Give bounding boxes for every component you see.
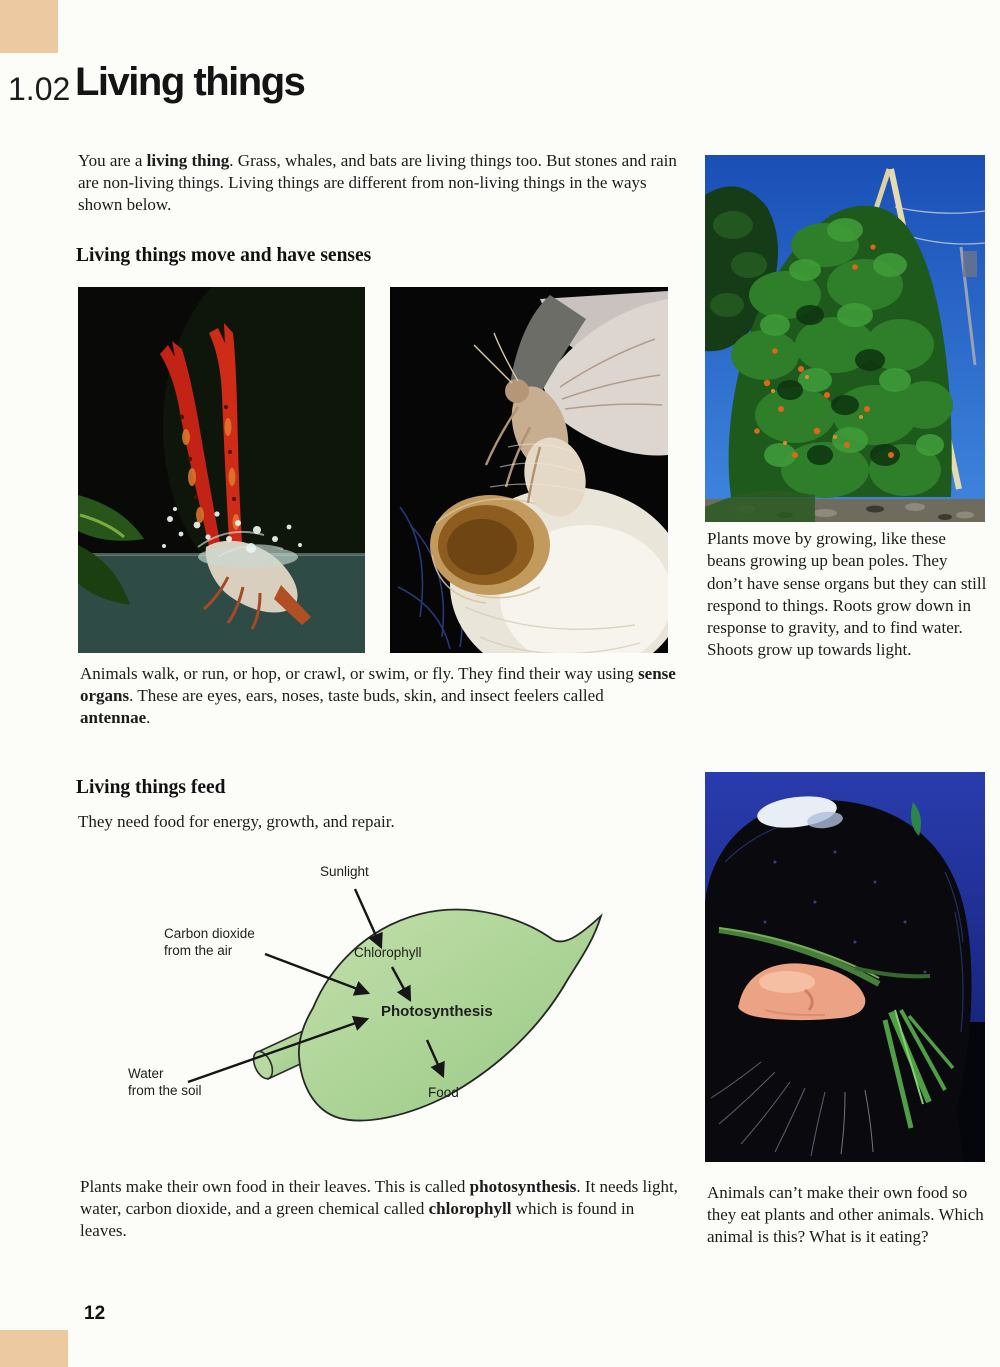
caption-bean-plants: Plants move by growing, like these beans growing up bean poles. They don’t have sense organs but they can still respond to things. Roots grow down in response to gravity, and to find water. Shoots grow up towards light. xyxy=(707,529,987,660)
caption-black-animal: Animals can’t make their own food so they eat plants and other animals. Which animal is this? What is it eating? xyxy=(707,1183,984,1246)
feed-paragraph xyxy=(80,1176,680,1242)
feed-text-1: Plants make their own food in their leaves. This is called xyxy=(80,1177,470,1196)
corner-decoration-bottom xyxy=(0,1330,68,1367)
page-title: Living things xyxy=(75,60,305,104)
label-carbon-dioxide-line2: from the air xyxy=(164,943,233,958)
photosynthesis-diagram xyxy=(100,855,660,1140)
intro-paragraph xyxy=(78,150,678,216)
intro-bold-living-thing: living thing xyxy=(146,151,230,170)
feed-text-3: which is found in leaves. xyxy=(80,1199,635,1240)
caption-animals-text-1: Animals walk, or run, or hop, or crawl, or swim, or fly. They find their way using xyxy=(80,664,639,683)
label-food: Food xyxy=(428,1085,459,1100)
feed-bold-chlorophyll: chlorophyll xyxy=(428,1199,512,1218)
label-sunlight: Sunlight xyxy=(320,864,369,879)
caption-animals-bold-antennae: antennae xyxy=(80,708,147,727)
intro-text-2: . Grass, whales, and bats are living things too. But stones and rain are non-living things. Living things are different from non-living things in the ways shown below. xyxy=(78,151,677,214)
label-chlorophyll: Chlorophyll xyxy=(354,945,422,960)
section-heading-feed: Living things feed xyxy=(76,777,226,798)
page-number: 12 xyxy=(84,1303,106,1324)
section-heading-senses: Living things move and have senses xyxy=(76,245,372,266)
feed-intro-text: They need food for energy, growth, and repair. xyxy=(78,812,395,831)
feed-bold-photosynthesis: photosynthesis xyxy=(469,1177,577,1196)
photo-crustacean-splash xyxy=(78,287,365,653)
label-water-line2: from the soil xyxy=(128,1083,202,1098)
unit-number: 1.02 xyxy=(8,71,71,107)
label-carbon-dioxide xyxy=(164,925,255,959)
photo-black-animal-eating xyxy=(705,772,985,1162)
caption-animals-senses xyxy=(80,663,678,729)
label-carbon-dioxide-line1: Carbon dioxide xyxy=(164,926,255,941)
label-photosynthesis: Photosynthesis xyxy=(381,1003,493,1020)
label-water-line1: Water xyxy=(128,1066,164,1081)
corner-decoration-top xyxy=(0,0,58,53)
photo-bean-plants xyxy=(705,155,985,522)
intro-text-1: You are a xyxy=(78,151,147,170)
caption-animals-text-3: . xyxy=(146,708,151,727)
caption-animals-bold-sense-organs: sense organs xyxy=(80,664,676,705)
photo-moth-cocoon xyxy=(390,287,668,653)
feed-text-2: . It needs light, water, carbon dioxide, and a green chemical called xyxy=(80,1177,678,1218)
caption-animals-text-2: . These are eyes, ears, noses, taste buds, skin, and insect feelers called xyxy=(129,686,604,705)
label-water xyxy=(128,1065,202,1099)
